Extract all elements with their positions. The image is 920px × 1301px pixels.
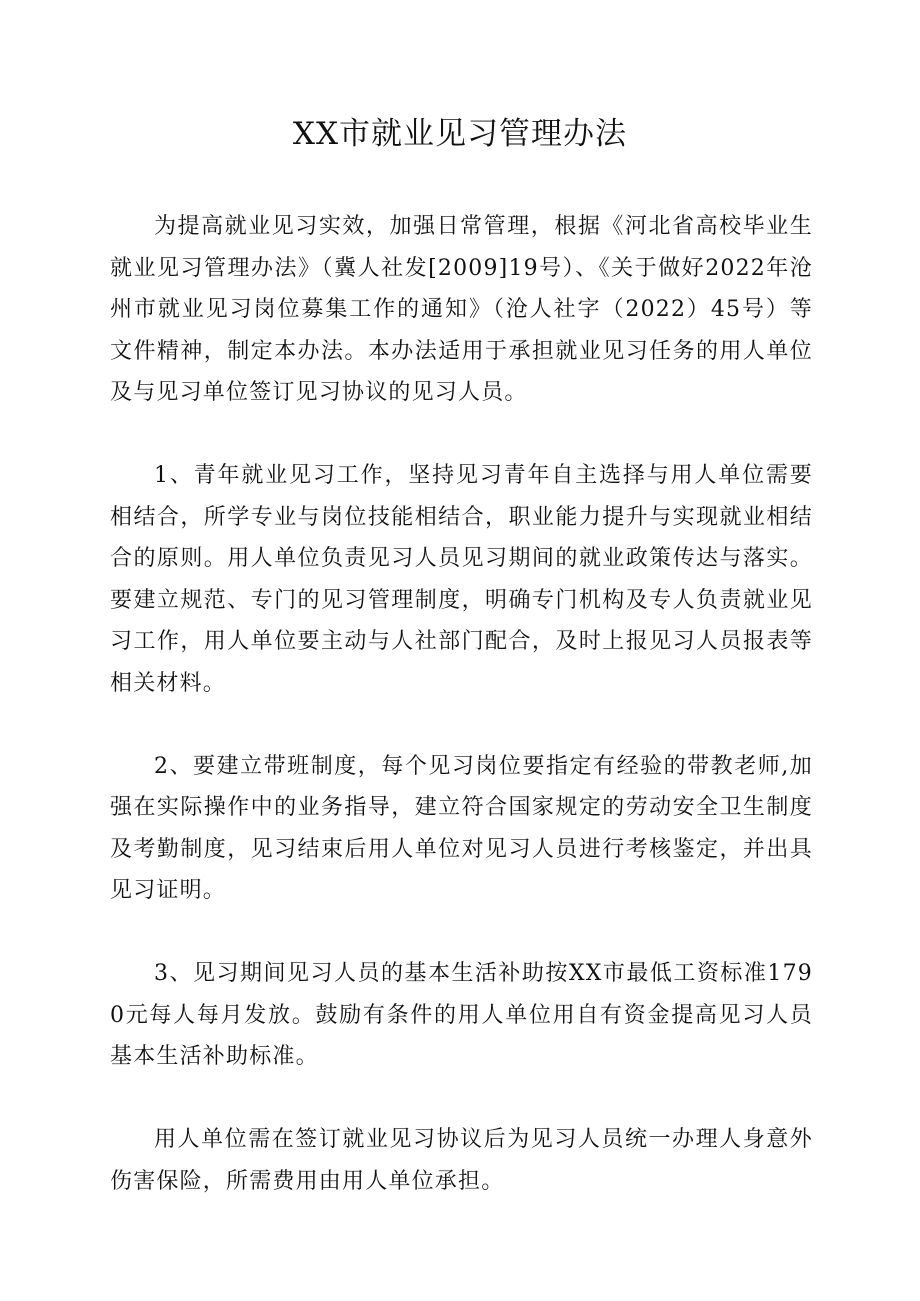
- paragraph-intro: 为提高就业见习实效，加强日常管理，根据《河北省高校毕业生就业见习管理办法》（冀人社发[2009]19号）、《关于做好2022年沧州市就业见习岗位募集工作的通知》（沧人社字（2022）45号）等文件精神，制定本办法。本办法适用于承担就业见习任务的用人单位及与见习单位签订见习协议的见习人员。: [110, 214, 813, 405]
- paragraph-item-2: 2、要建立带班制度，每个见习岗位要指定有经验的带教老师,加强在实际操作中的业务指导，建立符合国家规定的劳动安全卫生制度及考勤制度，见习结束后用人单位对见习人员进行考核鉴定，并出具见习证明。: [110, 753, 813, 903]
- document-body: [110, 206, 813, 1202]
- paragraph-item-1: 1、青年就业见习工作，坚持见习青年自主选择与用人单位需要相结合，所学专业与岗位技能相结合，职业能力提升与实现就业相结合的原则。用人单位负责见习人员见习期间的就业政策传达与落实。要建立规范、专门的见习管理制度，明确专门机构及专人负责就业见习工作，用人单位要主动与人社部门配合，及时上报见习人员报表等相关材料。: [110, 463, 813, 696]
- document-title: XX市就业见习管理办法: [292, 116, 628, 152]
- paragraph-item-3: 3、见习期间见习人员的基本生活补助按XX市最低工资标准1790元每人每月发放。鼓励有条件的用人单位用自有资金提高见习人员基本生活补助标准。: [110, 961, 813, 1069]
- paragraph-insurance: 用人单位需在签订就业见习协议后为见习人员统一办理人身意外伤害保险，所需费用由用人单位承担。: [110, 1127, 813, 1194]
